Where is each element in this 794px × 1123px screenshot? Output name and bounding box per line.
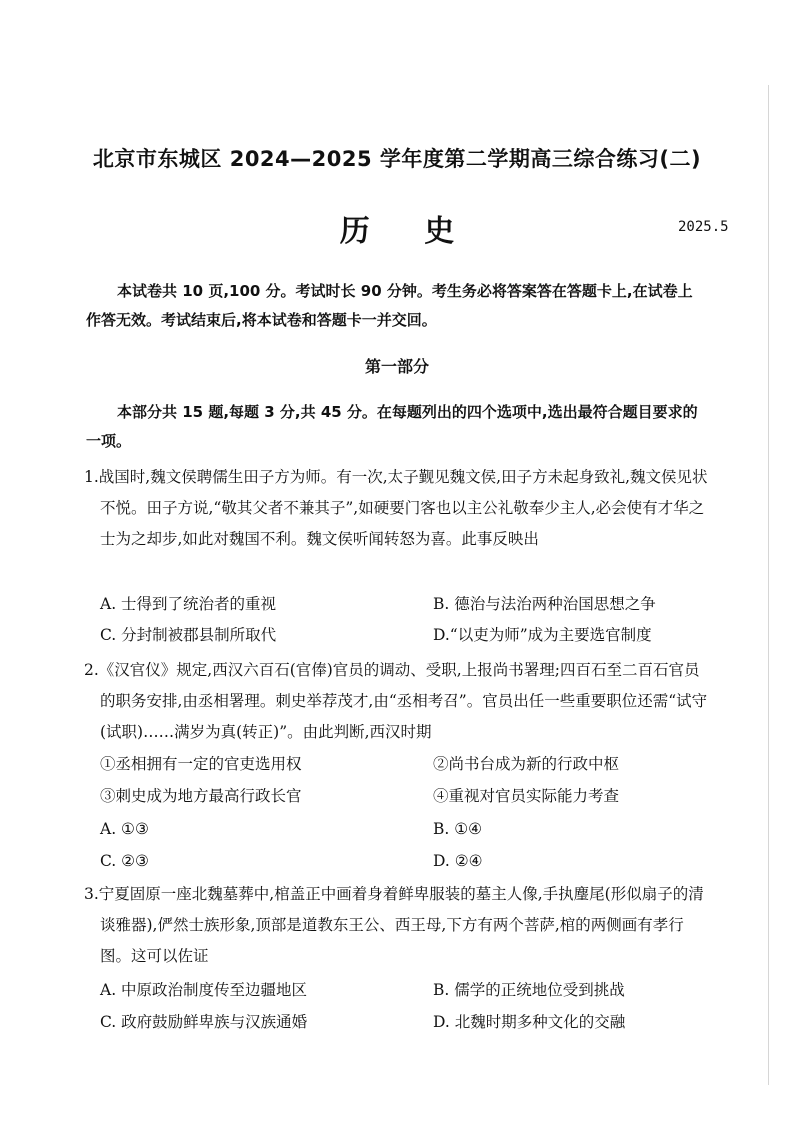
- question-3-option-b: B. 儒学的正统地位受到挑战: [433, 981, 625, 999]
- part-title: 第一部分: [364, 357, 429, 376]
- subject-title: 历 史: [339, 214, 477, 249]
- question-2-option-d: D. ②④: [433, 852, 483, 870]
- part-instructions: 本部分共 15 题,每题 3 分,共 45 分。在每题列出的四个选项中,选出最符合题目要求的一项。: [86, 403, 698, 450]
- question-2-statement-3: ③刺史成为地方最高行政长官: [100, 787, 302, 805]
- question-3-option-c: C. 政府鼓励鲜卑族与汉族通婚: [100, 1013, 308, 1031]
- question-1-option-c: C. 分封制被郡县制所取代: [100, 626, 277, 644]
- question-1-stem: 1.战国时,魏文侯聘儒生田子方为师。有一次,太子觐见魏文侯,田子方未起身致礼,魏文侯见状不悦。田子方说,“敬其父者不兼其子”,如硬要门客也以主公礼敬奉少主人,必会使有才华之士为之却步,如此对魏国不利。魏文侯听闻转怒为喜。此事反映出: [84, 468, 708, 548]
- question-3-option-a: A. 中原政治制度传至边疆地区: [100, 981, 308, 999]
- question-1-option-a: A. 士得到了统治者的重视: [100, 595, 277, 613]
- question-1-option-d: D.“以吏为师”成为主要选官制度: [433, 626, 652, 644]
- question-2-option-c: C. ②③: [100, 852, 149, 870]
- question-2-statement-2: ②尚书台成为新的行政中枢: [433, 755, 620, 773]
- question-2-option-a: A. ①③: [100, 820, 149, 838]
- question-3-stem: 3.宁夏固原一座北魏墓葬中,棺盖正中画着身着鲜卑服装的墓主人像,手执麈尾(形似扇子的清谈雅器),俨然士族形象,顶部是道教东王公、西王母,下方有两个菩萨,棺的两侧画有孝行图。这可以佐证: [84, 885, 704, 965]
- exam-date: 2025.5: [678, 219, 729, 235]
- exam-title: 北京市东城区 2024—2025 学年度第二学期高三综合练习(二): [92, 147, 702, 171]
- question-2-statement-1: ①丞相拥有一定的官吏选用权: [100, 755, 302, 773]
- question-2-statement-4: ④重视对官员实际能力考查: [433, 787, 620, 805]
- question-2-option-b: B. ①④: [433, 820, 483, 838]
- question-3-option-d: D. 北魏时期多种文化的交融: [433, 1013, 626, 1031]
- question-2-stem: 2.《汉官仪》规定,西汉六百石(官俸)官员的调动、受职,上报尚书署理;四百石至二百石官员的职务安排,由丞相署理。刺史举荐茂才,由“丞相考召”。官员出任一些重要职位还需“试守(试职)……满岁为真(转正)”。由此判断,西汉时期: [84, 661, 708, 741]
- question-1-option-b: B. 德治与法治两种治国思想之争: [433, 595, 656, 613]
- exam-instructions: 本试卷共 10 页,100 分。考试时长 90 分钟。考生务必将答案答在答题卡上,在试卷上作答无效。考试结束后,将本试卷和答题卡一并交回。: [86, 282, 693, 329]
